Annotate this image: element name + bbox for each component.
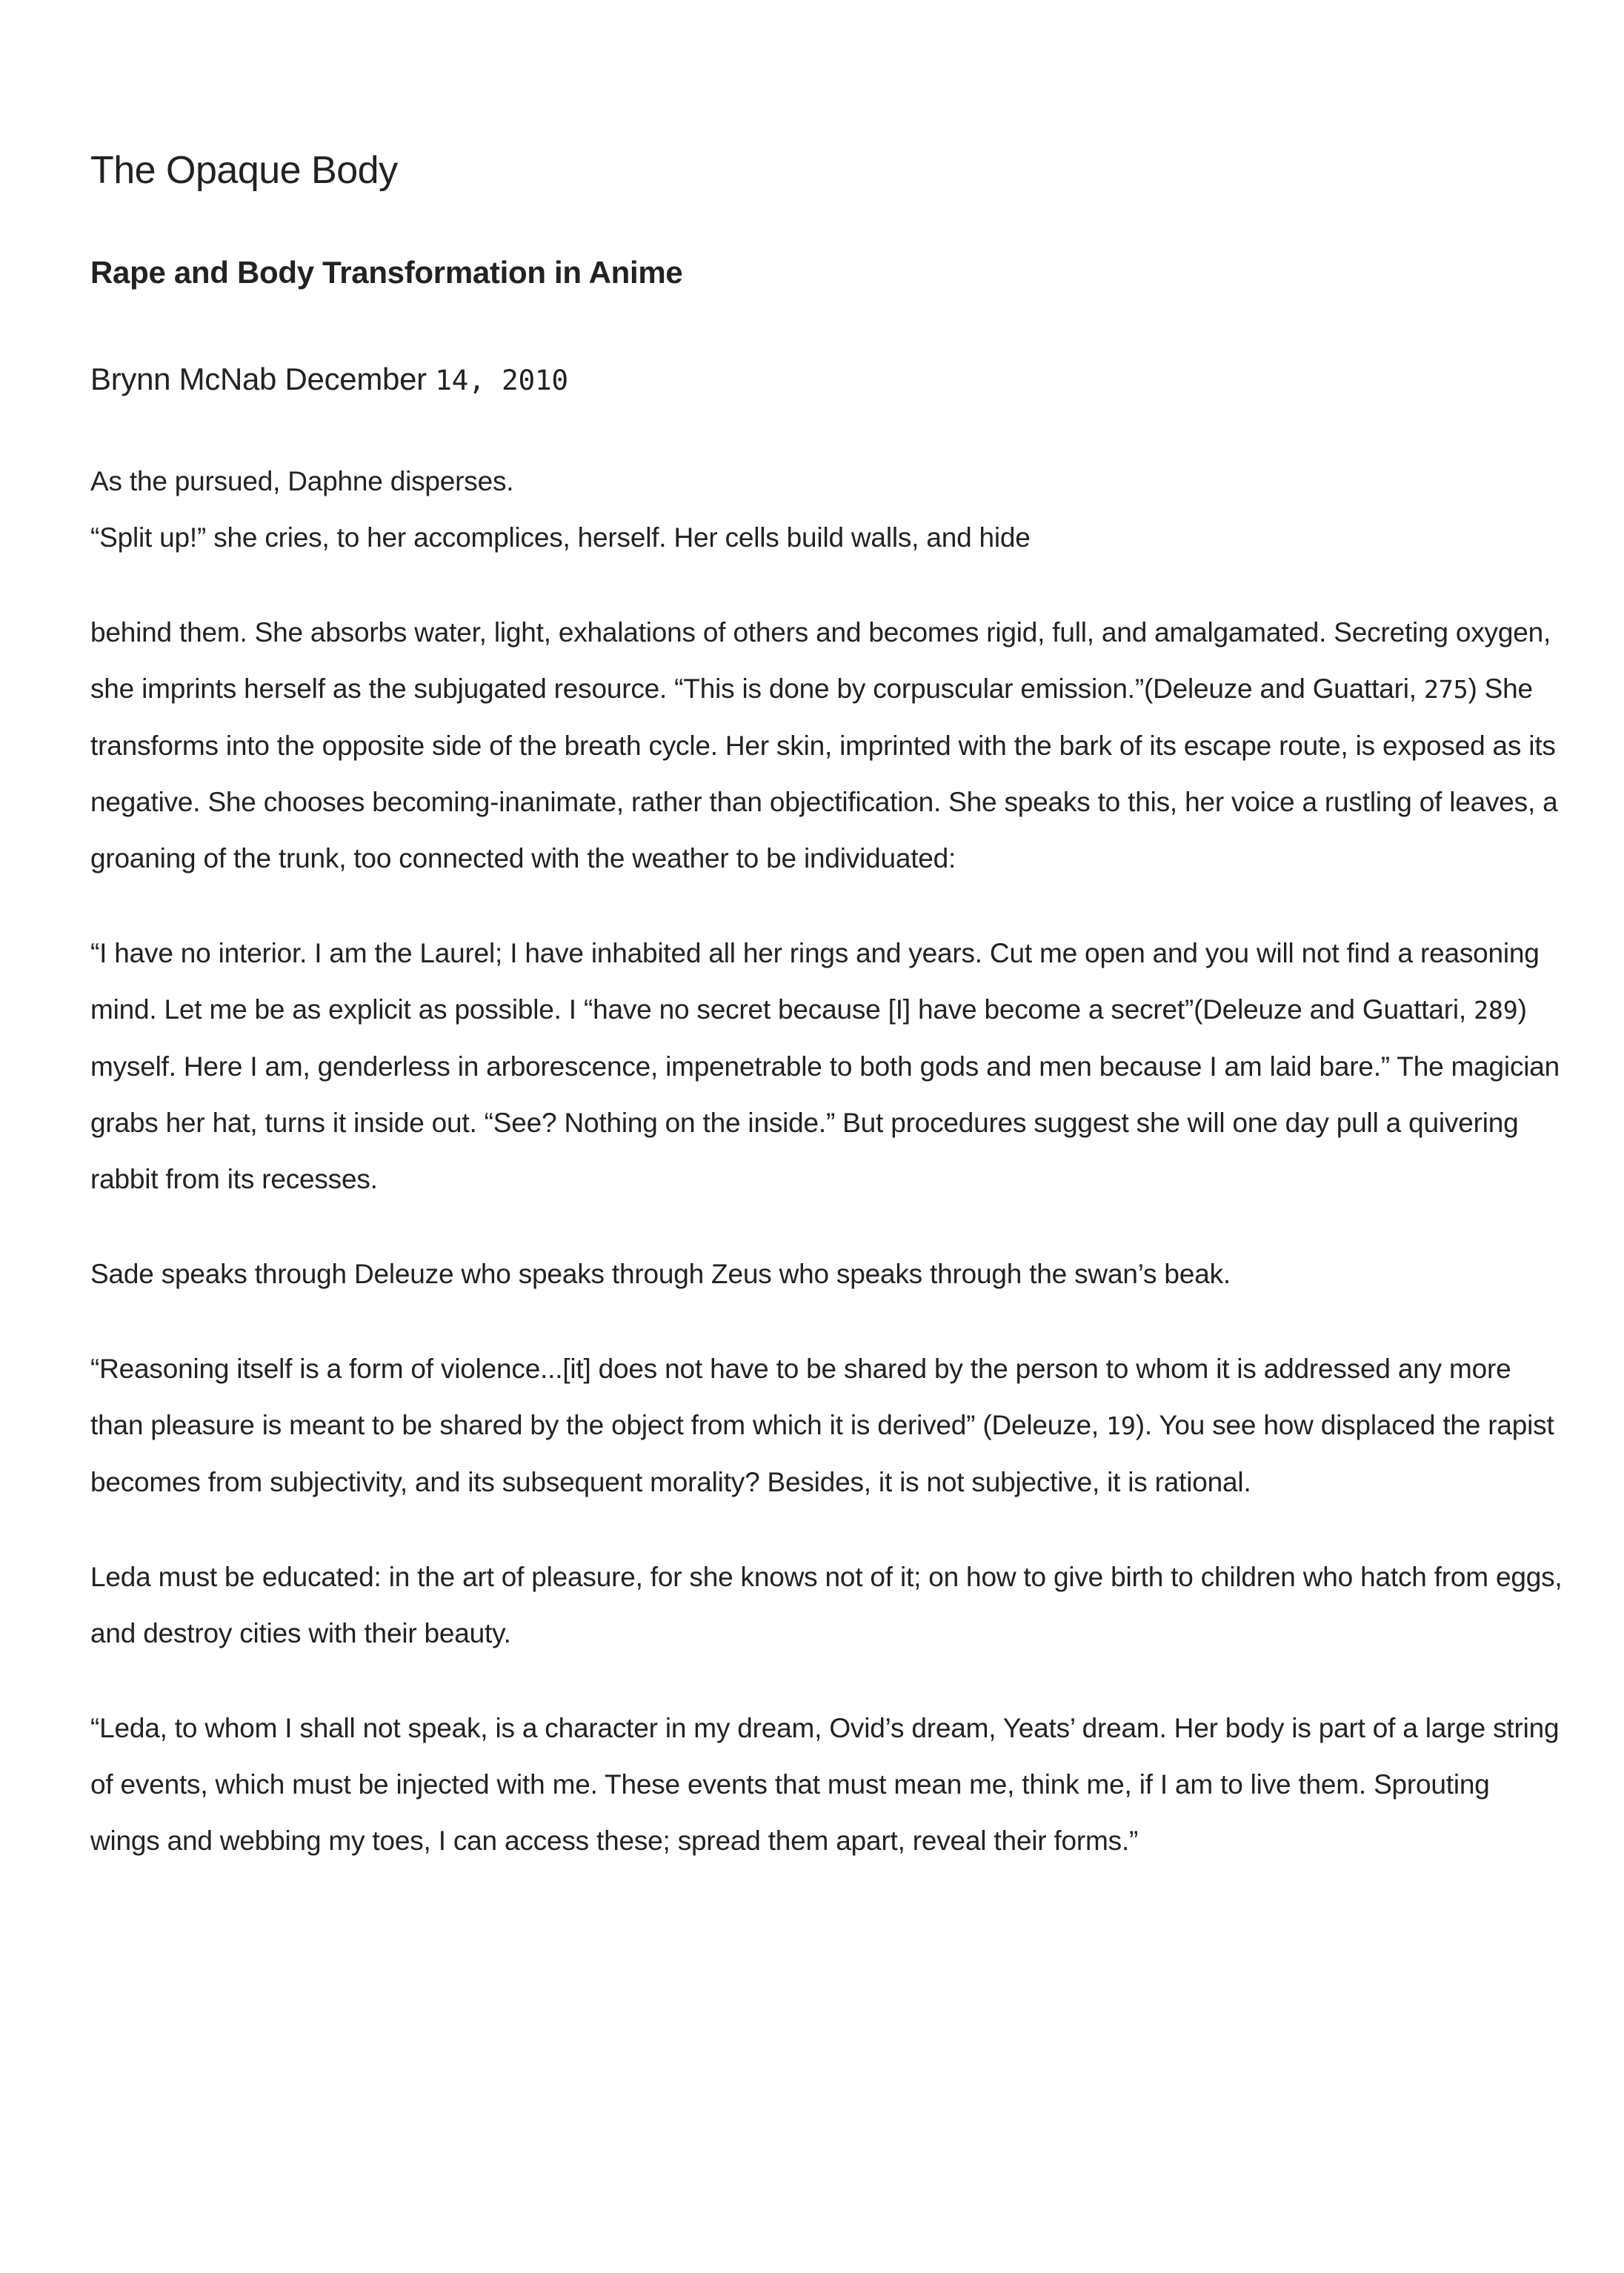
byline-author-date: Brynn McNab December: [90, 362, 436, 396]
paragraph-1-line-1: As the pursued, Daphne disperses.: [90, 466, 514, 496]
paragraph-4: Sade speaks through Deleuze who speaks through Zeus who speaks through the swan’s beak.: [90, 1259, 1231, 1289]
byline: [90, 362, 568, 397]
paragraph-5-text-b: ). You see how displaced the rapist becomes from subjectivity, and its subsequent morality? Besides, it is not subjective, it is rational.: [90, 1410, 1554, 1497]
paragraph-5-citation: 19: [1106, 1411, 1136, 1440]
paragraph-1b: [90, 510, 1565, 566]
paragraph-6: Leda must be educated: in the art of pleasure, for she knows not of it; on how to give birth to children who hatch from eggs, and destroy cities with their beauty.: [90, 1562, 1563, 1648]
paragraph-5-text-a: “Reasoning itself is a form of violence...[it] does not have to be shared by the person to whom it is addressed any more than pleasure is meant to be shared by the object from which it is derived” (Deleuze,: [90, 1354, 1511, 1440]
paragraph-3-citation: 289: [1474, 996, 1518, 1025]
paragraph-2-text-b: ) She transforms into the opposite side of the breath cycle. Her skin, imprinted with the bark of its escape route, is exposed as its negative. She chooses becoming-inanimate, rather than objectification. She speaks to this, her voice a rustling of leaves, a groaning of the trunk, too connected with the weather to be individuated:: [90, 673, 1558, 873]
paragraph-7: “Leda, to whom I shall not speak, is a character in my dream, Ovid’s dream, Yeats’ dream. Her body is part of a large string of events, which must be injected with me. These events that must mean me, think me, if I am to live them. Sprouting wings and webbing my toes, I can access these; spread them apart, reveal their forms.”: [90, 1713, 1560, 1856]
paragraph-2: [90, 605, 1565, 887]
paragraph-2-citation: 275: [1423, 675, 1468, 704]
document-body: [90, 453, 1565, 1908]
paragraph-1-line-2: “Split up!” she cries, to her accomplices, herself. Her cells build walls, and hide: [90, 522, 1031, 553]
document-title: The Opaque Body: [90, 149, 398, 192]
paragraph-1: [90, 453, 1565, 510]
document-subtitle: Rape and Body Transformation in Anime: [90, 255, 683, 290]
paragraph-3: [90, 925, 1565, 1208]
paragraph-3-text-b: ) myself. Here I am, genderless in arborescence, impenetrable to both gods and men because I am laid bare.” The magician grabs her hat, turns it inside out. “See? Nothing on the inside.” But procedures suggest she will one day pull a quivering rabbit from its recesses.: [90, 994, 1560, 1194]
paragraph-3-text-a: “I have no interior. I am the Laurel; I have inhabited all her rings and years. Cut me open and you will not find a reasoning mind. Let me be as explicit as possible. I “have no secret because [I] have become a secret”(Deleuze and Guattari,: [90, 938, 1540, 1025]
paragraph-5: [90, 1341, 1565, 1511]
byline-day-year: 14, 2010: [435, 364, 568, 396]
paragraph-2-text-a: behind them. She absorbs water, light, exhalations of others and becomes rigid, full, and amalgamated. Secreting oxygen, she imprints herself as the subjugated resource. “This is done by corpuscular emission.”(Deleuze and Guattari,: [90, 617, 1551, 704]
